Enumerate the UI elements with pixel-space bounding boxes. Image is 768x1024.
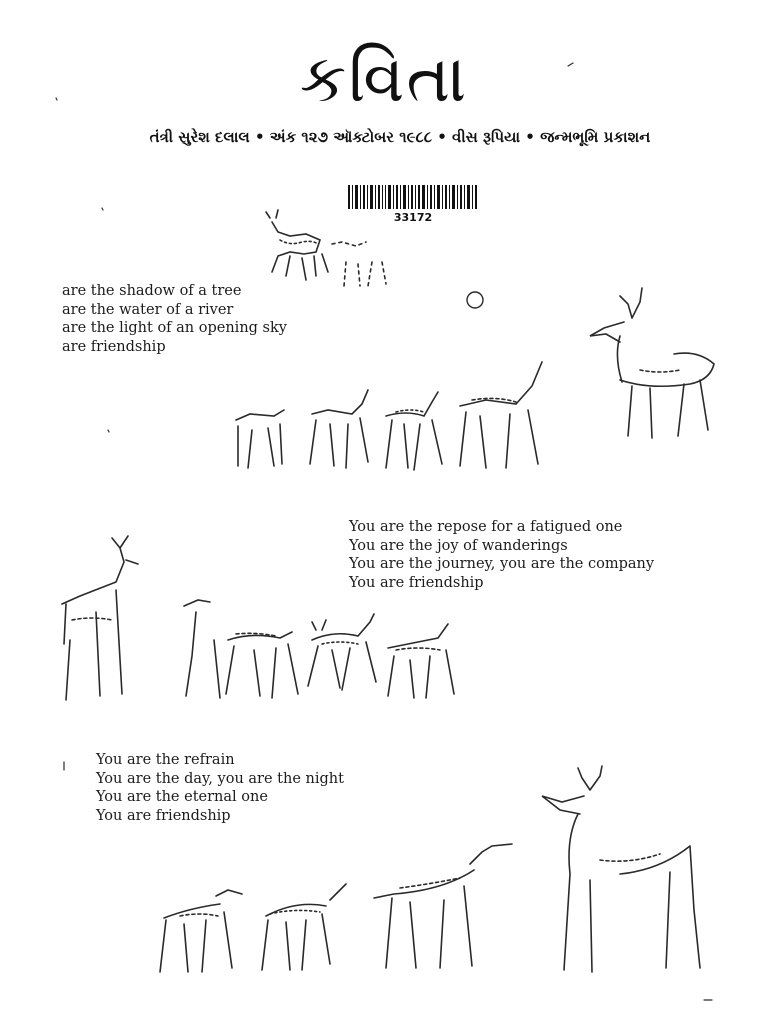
poem-line: You are the eternal one [96,789,268,805]
barcode-icon [348,185,478,211]
poem-line: You are the day, you are the night [96,770,344,787]
poem-line: You are the joy of wanderings [349,537,568,554]
poem-line: are the light of an opening sky [62,320,287,336]
deer-herd-icon [236,210,714,470]
poem-line: are the shadow of a tree [62,283,242,299]
magazine-issue-line: તંત્રી સુરેશ દલાલ • અંક ૧૨૭ ઑક્ટોબર ૧૯૮૮ • વીસ રૂપિયા • જન્મભૂમિ પ્રકાશન [149,128,651,146]
magazine-title: કવિતા [299,40,469,117]
poem-line: You are the journey, you are the company [349,556,655,572]
poem-stanza-1 [62,282,287,356]
poem-line: You are friendship [96,807,231,824]
poem-line: You are friendship [349,574,484,591]
poem-line: are friendship [62,338,166,355]
barcode-number: 33172 [393,211,433,224]
poem-stanza-3 [96,751,344,825]
barcode [348,185,478,225]
poem-stanza-2 [349,518,654,592]
poem-line: are the water of a river [62,301,234,318]
poem-line: You are the repose for a fatigued one [349,519,623,535]
poem-line: You are the refrain [96,752,235,768]
